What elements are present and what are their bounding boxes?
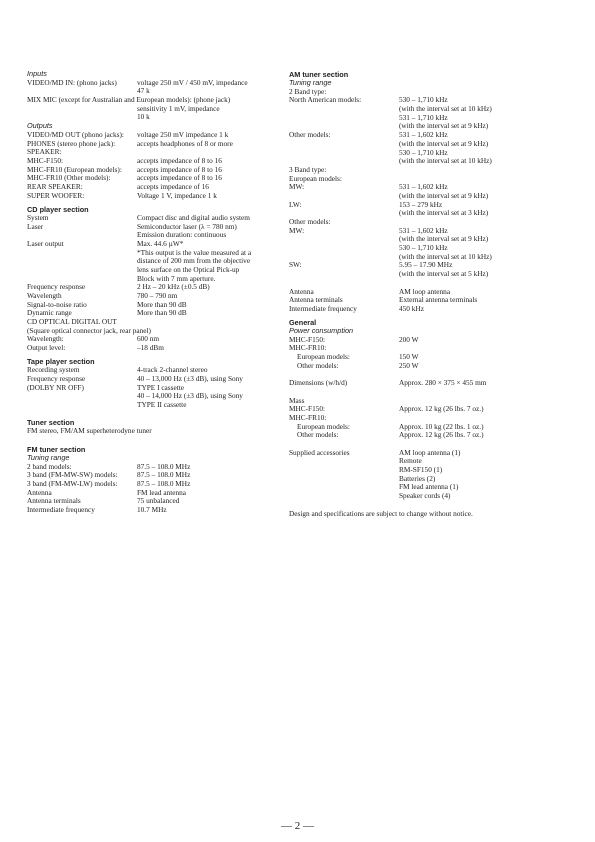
spec-label: 2 Band type: [289, 86, 327, 96]
spec-label: 3 band (FM-MW-LW) models: [27, 478, 118, 488]
subsection-heading: Power consumption [289, 326, 354, 336]
spec-value: 10.7 MHz [137, 504, 167, 514]
spec-label: European models: [289, 173, 342, 183]
spec-row [27, 506, 277, 515]
spec-value: TYPE II cassette [137, 400, 187, 410]
spec-value: Compact disc and digital audio system [137, 212, 250, 222]
spec-value: More than 90 dB [137, 308, 187, 318]
spec-label: 3 Band type: [289, 164, 327, 174]
spec-label: North American models: [289, 95, 362, 105]
spec-label: MHC-F150: [27, 155, 64, 165]
spec-label: MHC-F150: [289, 334, 326, 344]
spec-label: PHONES (stereo phone jack): [27, 138, 116, 148]
section-heading: CD player section [27, 204, 89, 214]
spec-label: REAR SPEAKER: [27, 181, 83, 191]
subsection-heading: Outputs [27, 121, 53, 131]
spec-value: (with the interval set at 9 kHz) [399, 190, 489, 200]
spec-label: Signal-to-noise ratio [27, 299, 87, 309]
spec-value: lens surface on the Optical Pick-up [137, 264, 240, 274]
spec-row [27, 113, 277, 122]
spec-value: 531 – 1,602 kHz [399, 225, 448, 235]
spec-label: Other models: [297, 430, 339, 440]
spec-label: MIX MIC (except for Australian and European models): (phone jack) [27, 95, 231, 105]
spec-label: European models: [297, 352, 350, 362]
spec-row [27, 105, 277, 114]
spec-row [27, 79, 277, 88]
spec-label: LW: [289, 199, 302, 209]
spacer [27, 410, 277, 419]
spec-row [289, 405, 579, 414]
spec-row [27, 140, 277, 149]
spec-row [289, 336, 579, 345]
spec-label: Antenna terminals [27, 496, 81, 506]
spec-value: 75 unbalanced [137, 496, 180, 506]
spec-value: 780 – 790 nm [137, 291, 178, 300]
spec-value: (with the interval set at 9 kHz) [399, 121, 489, 131]
spec-label: Wavelength: [27, 334, 64, 344]
spec-row [289, 431, 579, 440]
spec-label: MW: [289, 225, 305, 235]
spec-value: 10 k [137, 112, 150, 122]
spec-label: Intermediate frequency [289, 303, 357, 313]
spec-label: MHC-FR10: [289, 412, 327, 422]
spec-label: (DOLBY NR OFF) [27, 382, 84, 392]
spec-value: FM lead antenna [137, 487, 187, 497]
spec-label: Recording system [27, 365, 80, 375]
spec-value: 47 k [137, 86, 150, 96]
spec-label: CD OPTICAL DIGITAL OUT [27, 317, 117, 327]
spec-value: 2 Hz – 20 kHz (±0.5 dB) [137, 282, 210, 292]
spec-value: (with the interval set at 5 kHz) [399, 269, 489, 279]
spec-value: (with the interval set at 9 kHz) [399, 234, 489, 244]
section-heading: General [289, 318, 317, 328]
spec-value: Approx. 12 kg (26 lbs. 7 oz.) [399, 430, 484, 440]
spec-value: 87.5 – 108.0 MHz [137, 478, 191, 488]
page-number: — 2 — [281, 820, 314, 832]
spec-value: AM loop antenna (1) [399, 447, 461, 457]
spec-value: Voltage 1 V, impedance 1 k [137, 190, 217, 200]
spec-value: Emission duration: continuous [137, 230, 227, 240]
spec-value: (with the interval set at 10 kHz) [399, 156, 492, 166]
spec-label: FM stereo, FM/AM superheterodyne tuner [27, 426, 152, 436]
spec-row [289, 157, 579, 166]
spec-row [289, 362, 579, 371]
right-spec-column [289, 70, 579, 518]
spec-value: 531 – 1,710 kHz [399, 112, 448, 122]
spec-value: voltage 250 mV impedance 1 k [137, 129, 229, 139]
spec-value: 153 – 279 kHz [399, 199, 443, 209]
spec-value: Approx. 10 kg (22 lbs. 1 oz.) [399, 421, 484, 431]
spec-label: SW: [289, 260, 302, 270]
spec-value: Approx. 12 kg (26 lbs. 7 oz.) [399, 404, 484, 414]
spec-label: VIDEO/MD IN: (phono jacks) [27, 77, 117, 87]
spec-value: 530 – 1,710 kHz [399, 95, 448, 105]
spec-row [289, 305, 579, 314]
spec-value: accepts impedance of 8 to 16 [137, 173, 222, 183]
spec-value: 200 W [399, 334, 419, 344]
spec-value: RM-SF150 (1) [399, 465, 443, 475]
spec-row [27, 192, 277, 201]
section-heading: AM tuner section [289, 70, 349, 79]
section-heading: FM tuner section [27, 444, 86, 454]
spec-label: 2 band models: [27, 461, 72, 471]
spec-value: Semiconductor laser (λ = 780 nm) [137, 221, 237, 231]
spec-row [289, 209, 579, 218]
spec-value: (with the interval set at 9 kHz) [399, 138, 489, 148]
subsection-heading: Tuning range [289, 78, 332, 87]
spec-label: Other models: [289, 217, 331, 226]
spec-value: 530 – 1,710 kHz [399, 147, 448, 157]
spec-label: MHC-F150: [289, 404, 326, 414]
spec-value: accepts impedance of 8 to 16 [137, 164, 222, 174]
spec-value: Speaker cords (4) [399, 491, 451, 501]
spacer [289, 388, 579, 397]
subsection-heading: Tuning range [27, 452, 70, 462]
spec-value: Max. 44.6 µW* [137, 238, 184, 248]
spec-label: Antenna [27, 487, 52, 497]
spec-label: Mass [289, 395, 305, 405]
spec-label: Frequency response [27, 282, 86, 292]
spec-label: Supplied accessories [289, 447, 350, 457]
spec-value: FM lead antenna (1) [399, 482, 459, 492]
spec-label: SPEAKER: [27, 147, 62, 157]
spec-label: Antenna terminals [289, 295, 343, 305]
spec-value: 87.5 – 108.0 MHz [137, 470, 191, 480]
spec-row [27, 344, 277, 353]
spec-value: 450 kHz [399, 303, 424, 313]
spec-label: MHC-FR10 (Other models): [27, 173, 111, 183]
spec-value: External antenna terminals [399, 295, 478, 305]
spec-row [289, 510, 579, 519]
spec-value: Block with 7 mm aperture. [137, 273, 216, 283]
spec-value: 5.95 – 17.90 MHz [399, 260, 453, 270]
spec-value: (with the interval set at 3 kHz) [399, 208, 489, 218]
spec-value: 150 W [399, 352, 419, 362]
spec-value: *This output is the value measured at a [137, 247, 252, 257]
spec-value: (with the interval set at 10 kHz) [399, 251, 492, 261]
spec-label: Laser output [27, 238, 64, 248]
spec-label: Laser [27, 221, 44, 231]
spec-value: 40 – 13,000 Hz (±3 dB), using Sony [137, 374, 243, 383]
spec-label: (Square optical connector jack, rear panel) [27, 325, 151, 335]
spec-value: voltage 250 mV / 450 mV, impedance [137, 77, 248, 87]
spec-value: 40 – 14,000 Hz (±3 dB), using Sony [137, 391, 243, 401]
spec-label: Other models: [289, 130, 331, 140]
spec-label: Frequency response [27, 374, 86, 383]
spec-label: Dynamic range [27, 308, 72, 318]
spec-value: 600 nm [137, 334, 160, 344]
spec-value: 87.5 – 108.0 MHz [137, 461, 191, 471]
spec-value: –18 dBm [137, 343, 164, 353]
spec-label: SUPER WOOFER: [27, 190, 85, 200]
spec-value: distance of 200 mm from the objective [137, 256, 251, 266]
spec-label: MHC-FR10 (European models): [27, 164, 122, 174]
spec-value: accepts impedance of 16 [137, 181, 209, 191]
spec-row [27, 401, 277, 410]
spec-value: Approx. 280 × 375 × 455 mm [399, 378, 487, 388]
spec-value: 530 – 1,710 kHz [399, 243, 448, 253]
spec-value: accepts headphones of 8 or more [137, 138, 233, 148]
spec-label: 3 band (FM-MW-SW) models: [27, 470, 118, 480]
spec-row [27, 427, 277, 436]
spec-value: sensitivity 1 mV, impedance [137, 103, 220, 113]
spec-value: More than 90 dB [137, 299, 187, 309]
spec-label: Design and specifications are subject to change without notice. [289, 508, 473, 518]
spec-label: Antenna [289, 286, 314, 296]
spec-value: 4-track 2-channel stereo [137, 365, 208, 375]
spec-value: TYPE I cassette [137, 382, 185, 392]
spec-label: Wavelength [27, 291, 62, 300]
spec-value: Batteries (2) [399, 473, 436, 483]
subsection-heading: Inputs [27, 69, 47, 78]
spec-label: Intermediate frequency [27, 504, 95, 514]
spec-value: (with the interval set at 10 kHz) [399, 104, 492, 114]
spec-value: Remote [399, 456, 422, 466]
spec-label: European models: [297, 421, 350, 431]
left-spec-column [27, 70, 277, 515]
spec-label: Dimensions (w/h/d) [289, 378, 348, 388]
spec-value: 250 W [399, 360, 419, 370]
spec-row [289, 379, 579, 388]
spec-label: VIDEO/MD OUT (phono jacks): [27, 129, 124, 139]
spec-row [289, 270, 579, 279]
spec-value: 531 – 1,602 kHz [399, 130, 448, 140]
spec-label: Other models: [297, 360, 339, 370]
spacer [27, 436, 277, 445]
spec-value: 531 – 1,602 kHz [399, 182, 448, 192]
spec-value: accepts impedance of 8 to 16 [137, 155, 222, 165]
spec-label: MHC-FR10: [289, 343, 327, 353]
spec-row [289, 449, 579, 458]
spec-label: Output level: [27, 343, 66, 353]
section-heading: Tuner section [27, 418, 75, 428]
spec-label: System [27, 212, 49, 222]
section-heading: Tape player section [27, 357, 95, 367]
spec-label: MW: [289, 182, 305, 192]
spec-value: AM loop antenna [399, 286, 451, 296]
spec-row [289, 492, 579, 501]
